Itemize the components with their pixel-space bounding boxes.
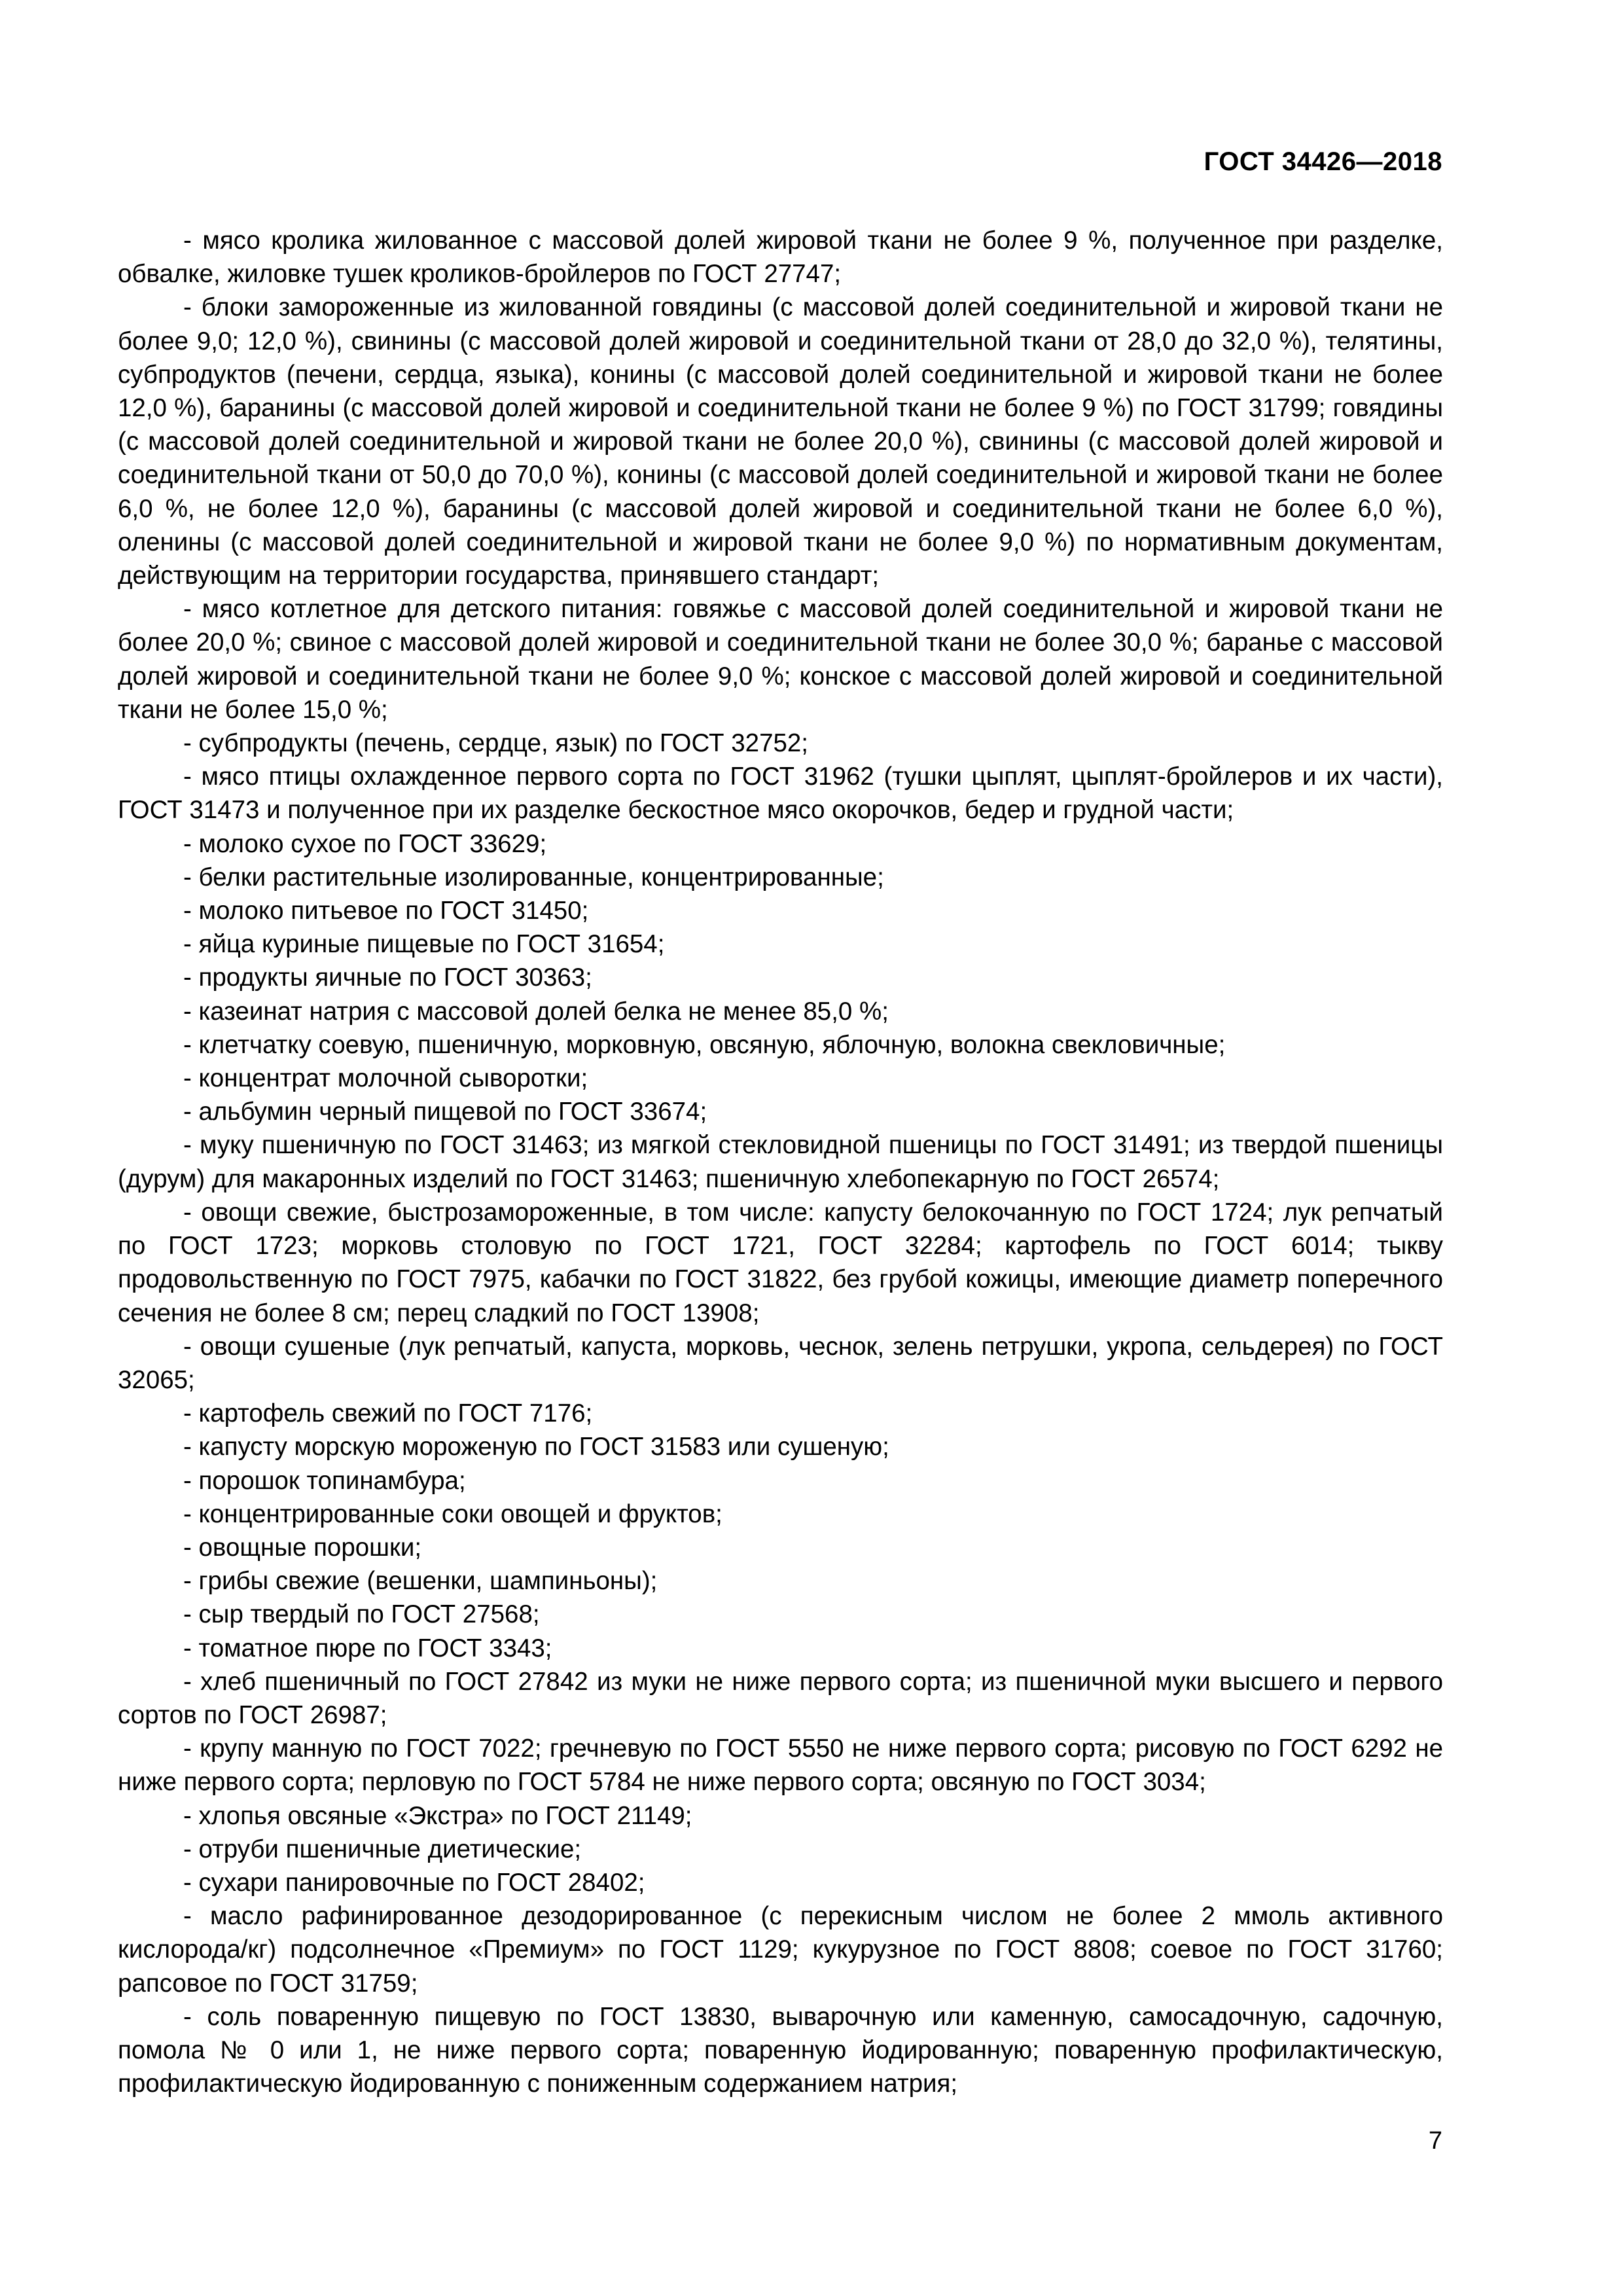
list-item: - овощи сушеные (лук репчатый, капуста, морковь, чеснок, зелень петрушки, укропа, сельдерея) по ГОСТ 32065; (118, 1332, 1443, 1394)
list-item: - крупу манную по ГОСТ 7022; гречневую по ГОСТ 5550 не ниже первого сорта; рисовую по ГОСТ 6292 не ниже первого сорта; перловую по ГОСТ 5784 не ниже первого сорта; овсяную по ГОСТ 3034; (118, 1734, 1443, 1797)
list-item: - отруби пшеничные диетические; (183, 1835, 582, 1863)
list-item: - субпродукты (печень, сердце, язык) по ГОСТ 32752; (183, 729, 808, 758)
list-item: - блоки замороженные из жилованной говядины (с массовой долей соединительной и жировой ткани не более 9,0; 12,0 %), свинины (с массовой долей жировой и соединительной ткани от 28,0 до 32,0 %), телятины, субпродуктов (печени, сердца, языка), конины (с массовой долей соединительной и жировой ткани не более 12,0 %), баранины (с массовой долей жировой и соединительной ткани не более 9 %) по ГОСТ 31799; говядины (с массовой долей соединительной и жировой ткани не более 20,0 %), свинины (с массовой долей жировой и соединительной ткани от 50,0 до 70,0 %), конины (с массовой долей соединительной и жировой ткани не более 6,0 %, не более 12,0 %), баранины (с массовой долей жировой и соединительной ткани не более 6,0 %), оленины (с массовой долей соединительной и жировой ткани не более 9,0 %) по нормативным документам, действующим на территории государства, принявшего стандарт; (118, 293, 1443, 590)
list-item: - концентрированные соки овощей и фруктов; (183, 1499, 722, 1528)
list-item: - клетчатку соевую, пшеничную, морковную, овсяную, яблочную, волокна свекловичные; (183, 1030, 1226, 1059)
list-item: - продукты яичные по ГОСТ 30363; (183, 963, 592, 992)
list-item: - порошок топинамбура; (183, 1466, 466, 1495)
list-item: - мясо котлетное для детского питания: говяжье с массовой долей соединительной и жировой ткани не более 20,0 %; свиное с массовой долей жировой и соединительной ткани не более 30,0 %; баранье с массовой долей жировой и соединительной ткани не более 9,0 %; конское с массовой долей жировой и соединительной ткани не более 15,0 %; (118, 595, 1443, 724)
list-item: - белки растительные изолированные, концентрированные; (183, 863, 884, 891)
list-item: - соль поваренную пищевую по ГОСТ 13830, выварочную или каменную, самосадочную, садочную, помола № 0 или 1, не ниже первого сорта; поваренную йодированную; поваренную профилактическую, профилактическую йодированную с пониженным содержанием натрия; (118, 2002, 1443, 2098)
list-item: - альбумин черный пищевой по ГОСТ 33674; (183, 1098, 707, 1126)
list-item: - хлопья овсяные «Экстра» по ГОСТ 21149; (183, 1801, 692, 1830)
page-number: 7 (1428, 2127, 1442, 2155)
list-item: - молоко питьевое по ГОСТ 31450; (183, 897, 589, 925)
ingredient-list (118, 224, 1443, 2100)
list-item: - сухари панировочные по ГОСТ 28402; (183, 1868, 645, 1897)
list-item: - масло рафинированное дезодорированное (с перекисным числом не более 2 ммоль активного кислорода/кг) подсолнечное «Премиум» по ГОСТ 1129; кукурузное по ГОСТ 8808; соевое по ГОСТ 31760; рапсовое по ГОСТ 31759; (118, 1902, 1443, 1998)
list-item: - муку пшеничную по ГОСТ 31463; из мягкой стекловидной пшеницы по ГОСТ 31491; из твердой пшеницы (дурум) для макаронных изделий по ГОСТ 31463; пшеничную хлебопекарную по ГОСТ 26574; (118, 1131, 1443, 1193)
list-item: - концентрат молочной сыворотки; (183, 1064, 588, 1093)
list-item: - капусту морскую мороженую по ГОСТ 31583 или сушеную; (183, 1433, 889, 1462)
list-item: - картофель свежий по ГОСТ 7176; (183, 1399, 593, 1428)
list-item: - яйца куриные пищевые по ГОСТ 31654; (183, 930, 665, 959)
list-item: - овощи свежие, быстрозамороженные, в том числе: капусту белокочанную по ГОСТ 1724; лук репчатый по ГОСТ 1723; морковь столовую по ГОСТ 1721, ГОСТ 32284; картофель по ГОСТ 6014; тыкву продовольственную по ГОСТ 7975, кабачки по ГОСТ 31822, без грубой кожицы, имеющие диаметр поперечного сечения не более 8 см; перец сладкий по ГОСТ 13908; (118, 1198, 1443, 1327)
list-item: - казеинат натрия с массовой долей белка не менее 85,0 %; (183, 997, 889, 1026)
list-item: - сыр твердый по ГОСТ 27568; (183, 1600, 540, 1629)
list-item: - мясо кролика жилованное с массовой долей жировой ткани не более 9 %, полученное при разделке, обвалке, жиловке тушек кроликов-бройлеров по ГОСТ 27747; (118, 226, 1443, 289)
list-item: - молоко сухое по ГОСТ 33629; (183, 829, 547, 858)
list-item: - томатное пюре по ГОСТ 3343; (183, 1634, 552, 1662)
list-item: - грибы свежие (вешенки, шампиньоны); (183, 1567, 658, 1596)
list-item: - овощные порошки; (183, 1533, 422, 1562)
list-item: - хлеб пшеничный по ГОСТ 27842 из муки не ниже первого сорта; из пшеничной муки высшего и первого сортов по ГОСТ 26987; (118, 1667, 1443, 1729)
list-item: - мясо птицы охлажденное первого сорта по ГОСТ 31962 (тушки цыплят, цыплят-бройлеров и их части), ГОСТ 31473 и полученное при их разделке бескостное мясо окорочков, бедер и грудной части; (118, 762, 1443, 825)
document-header: ГОСТ 34426—2018 (1204, 147, 1442, 176)
